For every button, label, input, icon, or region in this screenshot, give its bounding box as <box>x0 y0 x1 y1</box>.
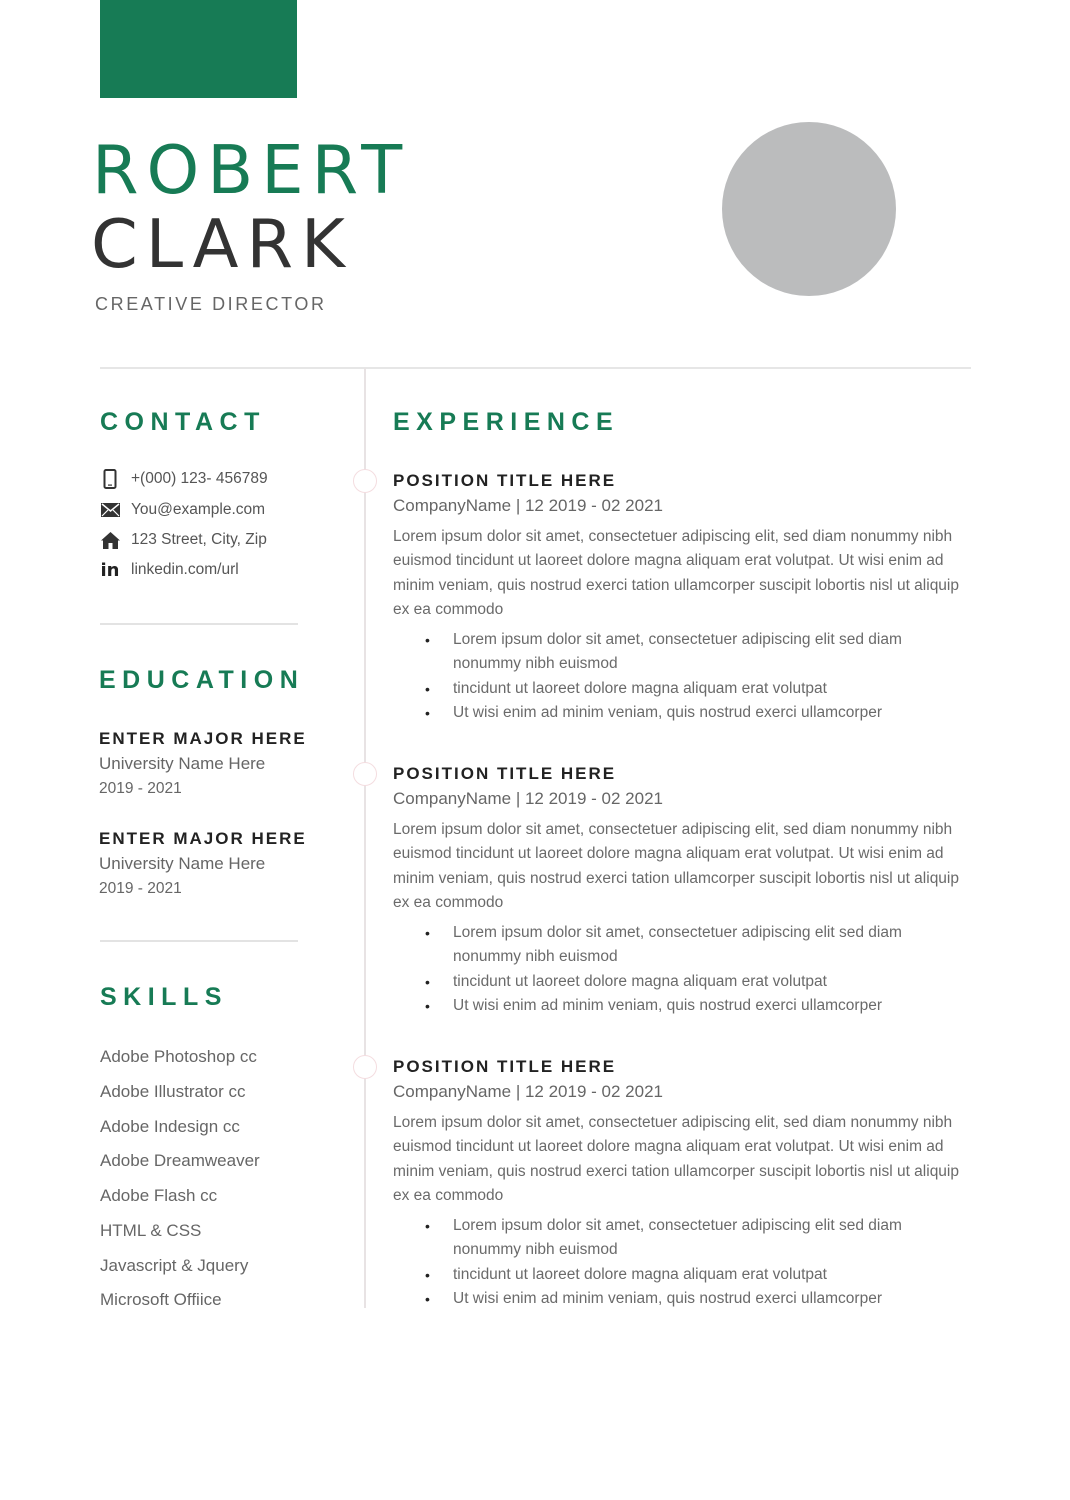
bullet-item: • Ut wisi enim ad minim veniam, quis nostrud exerci ullamcorper <box>425 701 945 725</box>
skill-item: Microsoft Offiice <box>100 1290 222 1309</box>
position-bullets <box>425 921 945 1018</box>
profile-photo-placeholder <box>722 122 896 296</box>
linkedin-icon: in <box>100 559 120 581</box>
contact-linkedin <box>100 558 239 582</box>
bullet-item: • tincidunt ut laoreet dolore magna aliquam erat volutpat <box>425 1263 945 1287</box>
position-title: POSITION TITLE HERE <box>393 1057 617 1076</box>
company-dates: CompanyName | 12 2019 - 02 2021 <box>393 496 663 515</box>
bullet-item: • tincidunt ut laoreet dolore magna aliquam erat volutpat <box>425 970 945 994</box>
first-name: ROBERT <box>92 131 411 209</box>
skill-item: Adobe Photoshop cc <box>100 1047 257 1066</box>
education-dates: 2019 - 2021 <box>99 780 182 797</box>
bullet-item: • tincidunt ut laoreet dolore magna aliquam erat volutpat <box>425 677 945 701</box>
contact-email-text[interactable]: You@example.com <box>131 501 266 518</box>
envelope-icon <box>100 500 120 520</box>
contact-linkedin-text[interactable]: linkedin.com/url <box>131 561 239 578</box>
contact-phone <box>100 467 268 491</box>
timeline-dot <box>353 469 377 493</box>
contact-email <box>100 498 265 522</box>
position-title: POSITION TITLE HERE <box>393 764 617 783</box>
contact-address-text: 123 Street, City, Zip <box>131 531 267 548</box>
education-major: ENTER MAJOR HERE <box>99 829 307 848</box>
education-major: ENTER MAJOR HERE <box>99 729 307 748</box>
education-heading: EDUCATION <box>99 666 305 694</box>
education-university: University Name Here <box>99 854 266 873</box>
experience-heading: EXPERIENCE <box>393 408 620 436</box>
bullet-item: • Lorem ipsum dolor sit amet, consectetuer adipiscing elit sed diam nonummy nibh euismod <box>425 921 945 970</box>
company-dates: CompanyName | 12 2019 - 02 2021 <box>393 1082 663 1101</box>
position-bullets <box>425 628 945 725</box>
bullet-item: • Lorem ipsum dolor sit amet, consectetuer adipiscing elit sed diam nonummy nibh euismod <box>425 1214 945 1263</box>
job-title: CREATIVE DIRECTOR <box>95 294 327 314</box>
education-university: University Name Here <box>99 754 266 773</box>
skill-item: Adobe Flash cc <box>100 1186 218 1205</box>
position-bullets <box>425 1214 945 1311</box>
timeline-line <box>364 368 366 1308</box>
contact-address <box>100 528 267 552</box>
last-name: CLARK <box>91 205 353 283</box>
header-divider <box>100 367 971 369</box>
skills-heading: SKILLS <box>100 983 228 1011</box>
contact-divider <box>100 623 298 625</box>
education-divider <box>100 940 298 942</box>
contact-phone-text: +(000) 123- 456789 <box>131 470 268 487</box>
bullet-item: • Ut wisi enim ad minim veniam, quis nostrud exerci ullamcorper <box>425 994 945 1018</box>
skill-item: Adobe Indesign cc <box>100 1117 240 1136</box>
position-description: Lorem ipsum dolor sit amet, consectetuer adipiscing elit, sed diam nonummy nibh euismod tincidunt ut laoreet dolore magna aliquam erat volutpat. Ut wisi enim ad minim veniam, quis nostrud exerci tation ullamcorper suscipit lobortis nisl ut aliquip ex ea commodo <box>393 528 959 618</box>
position-title: POSITION TITLE HERE <box>393 471 617 490</box>
bullet-item: • Lorem ipsum dolor sit amet, consectetuer adipiscing elit sed diam nonummy nibh euismod <box>425 628 945 677</box>
position-description: Lorem ipsum dolor sit amet, consectetuer adipiscing elit, sed diam nonummy nibh euismod tincidunt ut laoreet dolore magna aliquam erat volutpat. Ut wisi enim ad minim veniam, quis nostrud exerci tation ullamcorper suscipit lobortis nisl ut aliquip ex ea commodo <box>393 1114 959 1204</box>
skill-item: HTML & CSS <box>100 1221 202 1240</box>
timeline-dot <box>353 762 377 786</box>
company-dates: CompanyName | 12 2019 - 02 2021 <box>393 789 663 808</box>
home-icon <box>100 530 120 550</box>
timeline-dot <box>353 1055 377 1079</box>
skill-item: Adobe Illustrator cc <box>100 1082 246 1101</box>
phone-icon <box>100 469 120 489</box>
accent-block <box>100 0 297 98</box>
position-description: Lorem ipsum dolor sit amet, consectetuer adipiscing elit, sed diam nonummy nibh euismod tincidunt ut laoreet dolore magna aliquam erat volutpat. Ut wisi enim ad minim veniam, quis nostrud exerci tation ullamcorper suscipit lobortis nisl ut aliquip ex ea commodo <box>393 821 959 911</box>
skill-item: Adobe Dreamweaver <box>100 1151 260 1170</box>
education-dates: 2019 - 2021 <box>99 880 182 897</box>
skill-item: Javascript & Jquery <box>100 1256 249 1275</box>
contact-heading: CONTACT <box>100 408 266 436</box>
bullet-item: • Ut wisi enim ad minim veniam, quis nostrud exerci ullamcorper <box>425 1287 945 1311</box>
